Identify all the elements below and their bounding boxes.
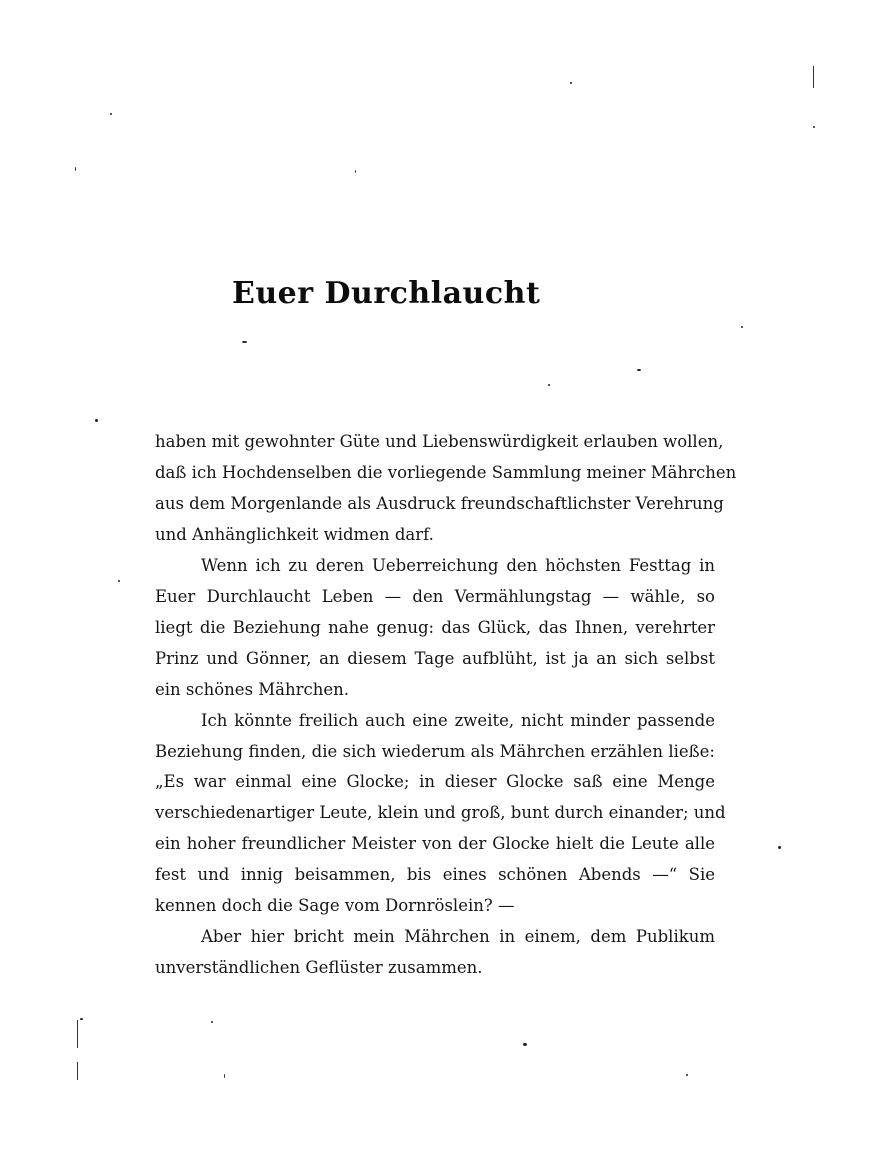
text-line: Ich könnte freilich auch eine zweite, nicht minder passende [201,710,715,730]
text-line: verschiedenartiger Leute, klein und groß, bunt durch einander; und [155,803,726,823]
scan-speck [548,384,550,386]
text-line: Aber hier bricht mein Mährchen in einem, dem Publikum [201,927,715,947]
scan-edge-mark [77,1020,78,1048]
scan-speck [355,170,356,173]
scan-speck [242,341,247,343]
paragraph-2 [155,551,715,706]
text-line: ein hoher freundlicher Meister von der Glocke hielt die Leute alle [155,834,715,854]
text-line: kennen doch die Sage vom Dornröslein? — [155,896,515,916]
text-line: Prinz und Gönner, an diesem Tage aufblüht, ist ja an sich selbst [155,648,715,668]
paragraph-3 [155,706,726,923]
text-line: Beziehung finden, die sich wiederum als Mährchen erzählen ließe: [155,741,715,761]
scan-speck [224,1074,225,1078]
text-line: Euer Durchlaucht Leben — den Vermählungstag — wähle, so [155,586,715,606]
scan-edge-mark [77,1062,78,1080]
scan-speck [211,1021,213,1023]
text-line: haben mit gewohnter Güte und Liebenswürdigkeit erlauben wollen, [155,432,724,451]
scan-speck [75,167,76,171]
text-line: daß ich Hochdenselben die vorliegende Sammlung meiner Mährchen [155,462,737,482]
scan-speck [118,580,120,582]
text-line: aus dem Morgenlande als Ausdruck freundschaftlichster Verehrung [155,493,724,513]
dedication-text [155,427,737,984]
scan-speck [570,82,572,84]
text-line: fest und innig beisammen, bis eines schönen Abends —“ Sie [155,865,715,885]
scan-speck [741,326,743,328]
text-line: Wenn ich zu deren Ueberreichung den höchsten Festtag in [201,555,715,575]
text-line: und Anhänglichkeit widmen darf. [155,524,434,544]
scan-speck [813,126,815,128]
text-line: ein schönes Mährchen. [155,679,350,699]
paragraph-4 [155,922,715,984]
scan-speck [637,369,641,371]
scan-edge-mark [813,66,814,88]
page-title: Euer Durchlaucht [232,276,541,311]
scan-speck [686,1074,688,1076]
text-line: „Es war einmal eine Glocke; in dieser Glocke saß eine Menge [155,772,715,792]
scan-speck [80,1018,83,1020]
scan-speck [778,846,781,849]
scan-speck [523,1043,527,1046]
paragraph-1 [155,427,737,551]
scan-speck [95,419,98,422]
text-line: liegt die Beziehung nahe genug: das Glück, das Ihnen, verehrter [155,617,715,637]
text-line: unverständlichen Geflüster zusammen. [155,958,483,978]
scan-speck [110,113,112,115]
